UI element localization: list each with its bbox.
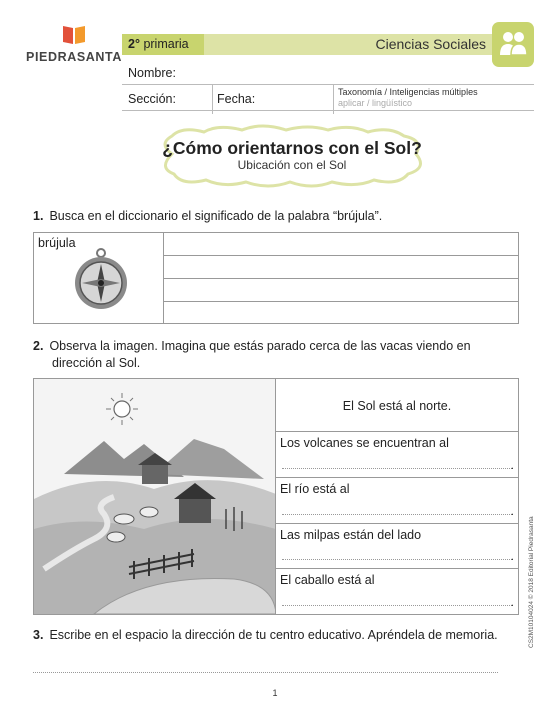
orientation-row xyxy=(276,524,518,569)
row-text: El caballo está al xyxy=(280,573,375,587)
word-label: brújula xyxy=(38,236,76,250)
landscape-drawing xyxy=(34,379,276,614)
page-number: 1 xyxy=(272,688,278,698)
orientation-row xyxy=(276,478,518,524)
question-2-text-line2: dirección al Sol. xyxy=(52,356,141,370)
orientation-row xyxy=(276,432,518,478)
address-answer-line[interactable] xyxy=(33,672,498,673)
landscape-illustration xyxy=(34,379,276,614)
definition-line[interactable] xyxy=(164,301,518,302)
section-label: Sección: xyxy=(128,92,176,106)
row-end: . xyxy=(510,458,514,472)
question-1-text: Busca en el diccionario el significado de la palabra “brújula”. xyxy=(49,209,383,223)
name-label: Nombre: xyxy=(128,66,176,80)
row-text: Las milpas están del lado xyxy=(280,528,422,542)
grade-number: 2° xyxy=(128,37,140,51)
logo-text: PIEDRASANTA xyxy=(26,50,122,64)
subject-badge xyxy=(492,22,534,67)
dictionary-table xyxy=(33,232,519,324)
definition-line[interactable] xyxy=(164,255,518,256)
orientation-row xyxy=(276,379,518,432)
row-end: . xyxy=(510,504,514,518)
row-end: . xyxy=(510,595,514,609)
row-text: El Sol está al norte. xyxy=(342,399,452,413)
name-field-line[interactable] xyxy=(122,84,534,85)
question-1-number: 1. xyxy=(33,209,44,223)
page-title: ¿Cómo orientarnos con el Sol? xyxy=(162,138,422,158)
question-2 xyxy=(33,338,471,355)
row-text: Los volcanes se encuentran al xyxy=(280,436,449,450)
page-subtitle: Ubicación con el Sol xyxy=(237,158,347,172)
taxonomy-value: aplicar / lingüístico xyxy=(338,98,413,108)
taxonomy-label: Taxonomía / Inteligencias múltiples xyxy=(338,87,478,97)
publisher-logo xyxy=(26,24,122,68)
date-label: Fecha: xyxy=(217,92,256,106)
orientation-table xyxy=(33,378,519,615)
subject-title: Ciencias Sociales xyxy=(375,36,486,52)
row-end: . xyxy=(510,549,514,563)
people-icon xyxy=(497,28,529,60)
answer-line[interactable] xyxy=(282,559,512,560)
question-1 xyxy=(33,208,382,225)
row-text: El río está al xyxy=(280,482,350,496)
orientation-row xyxy=(276,569,518,614)
answer-line[interactable] xyxy=(282,514,512,515)
grade-word: primaria xyxy=(143,37,189,51)
grade-subject-bar xyxy=(122,34,492,55)
book-logo-icon xyxy=(61,24,87,46)
definition-line[interactable] xyxy=(164,278,518,279)
copyright-code: CS2M10104024 © 2018 Editorial Piedrasanta xyxy=(528,516,535,648)
question-3-text: Escribe en el espacio la dirección de tu centro educativo. Apréndela de memoria. xyxy=(49,628,498,642)
answer-line[interactable] xyxy=(282,468,512,469)
grade-tab xyxy=(122,34,204,55)
question-2-number: 2. xyxy=(33,339,44,353)
answer-line[interactable] xyxy=(282,605,512,606)
section-field-line[interactable] xyxy=(122,110,534,111)
question-2-text-line1: Observa la imagen. Imagina que estás parado cerca de las vacas viendo en xyxy=(49,339,471,353)
question-3-number: 3. xyxy=(33,628,44,642)
compass-icon xyxy=(70,247,132,311)
word-cell xyxy=(34,233,164,323)
question-3 xyxy=(33,627,498,644)
